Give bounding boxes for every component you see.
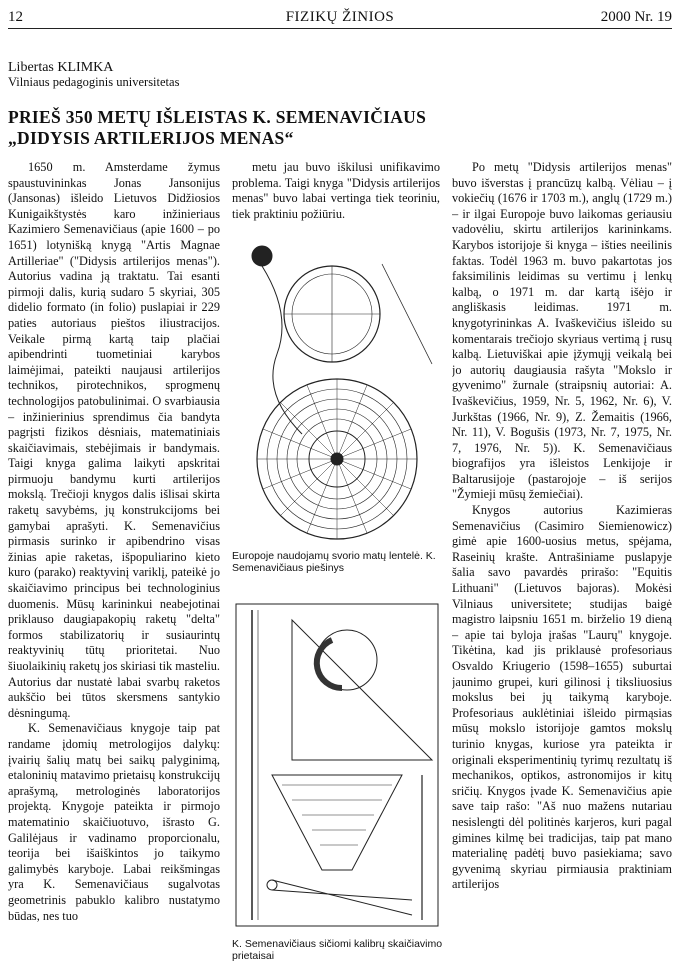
title-line-1: PRIEŠ 350 METŲ IŠLEISTAS K. SEMENAVIČIAUS <box>8 107 427 127</box>
journal-name: FIZIKŲ ŽINIOS <box>285 9 395 25</box>
text-column-2 <box>232 160 440 222</box>
figure-caption-2: K. Semenavičiaus sičiomi kalibrų skaičiavimo prietaisai <box>232 938 443 962</box>
engraving-illustration <box>232 244 442 544</box>
figure-caption-1: Europoje naudojamų svorio matų lentelė. K. Semenavičiaus piešinys <box>232 550 436 574</box>
article-title <box>8 107 668 149</box>
author-name: Libertas KLIMKA <box>8 60 114 75</box>
author-block <box>8 60 179 90</box>
title-line-2: „DIDYSIS ARTILERIJOS MENAS“ <box>8 128 294 148</box>
text-column-1 <box>8 160 220 975</box>
paragraph: Knygos autorius Kazimieras Semenavičius (Casimiro Siemienowicz) gimė apie 1600-uosius metus, spėjama, Raseinių krašte. Antrašiniame puslapyje šalia savo pavardės prirašo: "Equitis Lithuani" (Lietuvos bajoras). Mokėsi Vilniaus universitete; studijas baigė magistro laipsniu 1651 m. birželio 19 dieną – apie tai byloja įrašas "Laurų" knygoje. Tikėtina, kad jis priklausė profesoriaus Osvaldo Kriugerio (1598–1655) suburtai jaunimo grupei, kuri gilinosi į tiksliuosius mokslus bei jų taikymą karyboje. Profesoriaus auklėtiniai išleido pirmąsias mūsų mokslo istorijoje gamtos mokslų turinio knygas, kuriose yra pateikta ir originali eksperimentinių tyrimų rezultatų iš mechanikos, optikos, astronomijos ir kitų sričių. Knygos įvade K. Semenavičius apie save taip rašo: "Aš nuo mažens nutariau nesislengti dėl politinės karjeros, kuri pagal gimines kilmę bei tradicijas, taip pat mano materialinę padėtį buvo pasiekiama; savo gyvenimą skyriau pirmiausia praktiniam artilerijos <box>452 503 672 892</box>
figure-weights-table <box>232 244 442 544</box>
text-column-3 <box>452 160 672 975</box>
engraving-illustration <box>232 600 442 930</box>
paragraph: metu jau buvo iškilusi unifikavimo problema. Taigi knyga "Didysis artilerijos menas" buvo labai vertinga tiek teoriniu, tiek praktiniu požiūriu. <box>232 160 440 221</box>
page-number: 12 <box>8 9 23 25</box>
paragraph: Po metų "Didysis artilerijos menas" buvo išverstas į prancūzų kalbą. Vėliau – į vokiečių (1676 ir 1703 m.), anglų (1729 m.) – ir ilgai Europoje buvo laikomas geriausiu vadovėliu, skirtu artilerijos karininkams. Karybos istorijoje ši knyga – išties neeilinis faktas. Todėl 1963 m. buvo pakartotas jos faksimilinis leidimas su vertimu į lenkų kalbą, o 1971 m. dar kartą išėjo ir angliškasis leidimas. 1971 m. knygotyrininkas A. Ivaškevičius išleido su komentarais trečiojo skyriaus vertimą į rusų kalbą. Lietuviškai apie įžymųjį veikalą bei jo autorių daugiausia rašyta "Mokslo ir gyvenimo" žurnale (straipsnių autoriai: A. Ivaškevičius, 1959, Nr. 5, 1962, Nr. 6), V. Jurkštas (1966, Nr. 9), Z. Žemaitis (1966, Nr. 11), V. Bogušis (1973, Nr. 7, 1975, Nr. 7, 1976, Nr. 5)). K. Semenavičiaus biografijos yra išleistos Lenkijoje ir Baltarusijoje (pastarojoje – iš serijos "Žymieji mūsų žemiečiai). <box>452 160 672 502</box>
paragraph: 1650 m. Amsterdame žymus spaustuvininkas Jonas Jansonijus (Jansonas) išleido Lietuvos Didžiosios Kunigaikštystės karo inžinieriaus Kazimiero Semenavičiaus (apie 1600 – po 1651) lotynišką knygą "Artis Magnae Artilleriae" ("Didysis artilerijos menas"). Autorius vadina ją traktatu. Tai esanti pirmoji dalis, kurią sudaro 5 skyriai, 305 didelio formato (in folio) puslapiai ir 229 paties autoriaus pieštos iliustracijos. Veikale pirmą kartą taip plačiai apibendrinti tuometiniai karybos laimėjimai, pateikti naujausi artilerijos technikos, pirotechnikos, sprogmenų technologijos patobulinimai. O svarbiausia – inžinierinius sprendimus čia bandyta pagrįsti fizikos dėsniais, matematiniais skaičiavimais, stebėjimais ir bandymais. Taigi knyga galima laikyti apskritai pirmuoju bandymu kurti artilerijos mokslą. Trečioji knygos dalis išlisai skirta raketų savybėms, jų konstrukcijoms bei gamybai aprašyti. K. Semenavičius pirmasis surinko ir apibendrino visas žinias apie raketas, išpopuliarino kieto kuro (parako) reaktyvinį variklį, pateikė jo skaičiavimo principus bei technologinius duomenis. Mūsų karininkui neabejotinai priklauso daugiapakopių raketų "delta" formos stabilizatorių ir susiaurintų reaktyvinių tūtų prioritetai. Nuo šiuolaikinių raketų jos skiriasi tik masteliu. Autorius dar nustatė labai svarbų raketos aukščio bei tūtos skersmens santykio dėsningumą. <box>8 160 220 720</box>
issue-number: 2000 Nr. 19 <box>600 9 672 25</box>
figure-caliber-instruments <box>232 600 442 930</box>
author-affiliation: Vilniaus pedagoginis universitetas <box>8 75 180 89</box>
paragraph: K. Semenavičiaus knygoje taip pat randame įdomių metrologijos dalykų: įvairių šalių matų bei saikų palyginimą, etaloninių matavimo prietaisų konstrukcijų aprašymą, metrologinės laboratorijos projektą. Knygoje pateikta ir pirmojo matematinio skaičiuotuvo, išrasto G. Galilėjaus ir vadinamo proporcionalu, teorija bei išaiškintos jo taikymo galimybės karyboje. Labai reikšmingas yra K. Semenavičiaus sugalvotas geometrinis pabuklo kalibro nustatymo būdas, nes tuo <box>8 721 220 923</box>
running-header <box>8 6 672 29</box>
